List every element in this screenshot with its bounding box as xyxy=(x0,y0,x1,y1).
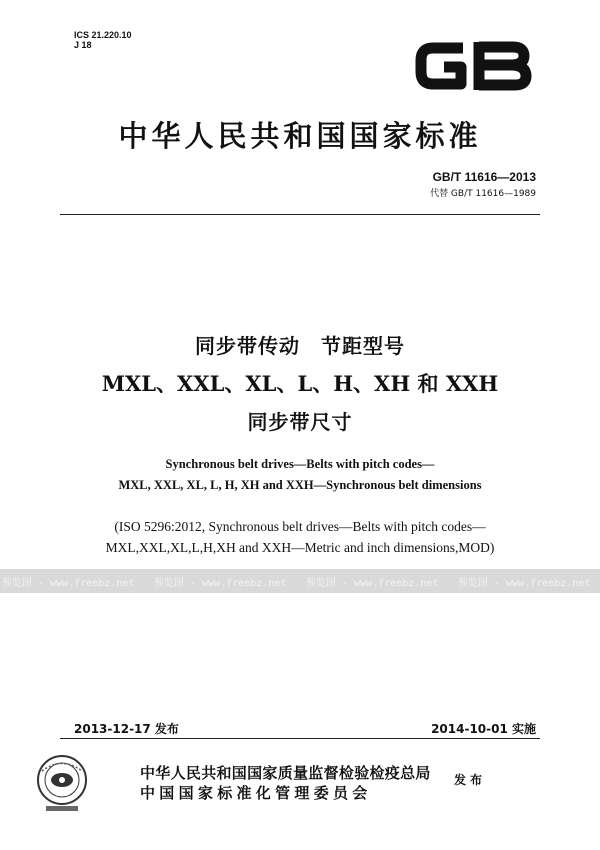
national-standard-title: 中华人民共和国国家标准 xyxy=(118,119,482,153)
ics-code: ICS 21.220.10 xyxy=(74,30,132,40)
issue-date: 2013-12-17 发布 xyxy=(74,722,179,736)
issuer-sac: 中国国家标准化管理委员会 xyxy=(140,784,372,802)
chinese-title-line-1: 同步带传动 节距型号 xyxy=(195,334,405,358)
standard-number: GB/T 11616—2013 xyxy=(432,170,536,184)
watermark-text: 预览图 - www.freebz.net xyxy=(154,578,287,589)
seal-stamp-icon xyxy=(32,752,92,814)
watermark-text: 预览图 - www.freebz.net xyxy=(2,578,135,589)
implementation-date: 2014-10-01 实施 xyxy=(431,722,536,736)
iso-reference-line-1: (ISO 5296:2012, Synchronous belt drives—Belts with pitch codes— xyxy=(114,519,486,534)
chinese-title-line-2: MXL、XXL、XL、L、H、XH 和 XXH xyxy=(101,371,499,396)
replaced-standard: 代替 GB/T 11616—1989 xyxy=(430,189,536,199)
gb-logo-icon xyxy=(413,36,533,96)
chinese-title-line-3: 同步带尺寸 xyxy=(247,410,353,434)
iso-reference-line-2: MXL,XXL,XL,L,H,XH and XXH—Metric and inch dimensions,MOD) xyxy=(105,540,495,555)
english-title-line-2: MXL, XXL, XL, L, H, XH and XXH—Synchronous belt dimensions xyxy=(118,478,482,492)
ccs-code: J 18 xyxy=(74,40,92,50)
header-divider xyxy=(60,214,540,215)
english-title-line-1: Synchronous belt drives—Belts with pitch codes— xyxy=(165,457,435,471)
watermark-band xyxy=(0,569,600,593)
watermark-text: 预览图 - www.freebz.net xyxy=(458,578,591,589)
publish-label: 发布 xyxy=(454,773,487,787)
footer-divider xyxy=(60,738,540,739)
issuer-aqsiq: 中华人民共和国国家质量监督检验检疫总局 xyxy=(140,764,431,782)
watermark-text: 预览图 - www.freebz.net xyxy=(306,578,439,589)
classification-codes xyxy=(74,30,132,50)
